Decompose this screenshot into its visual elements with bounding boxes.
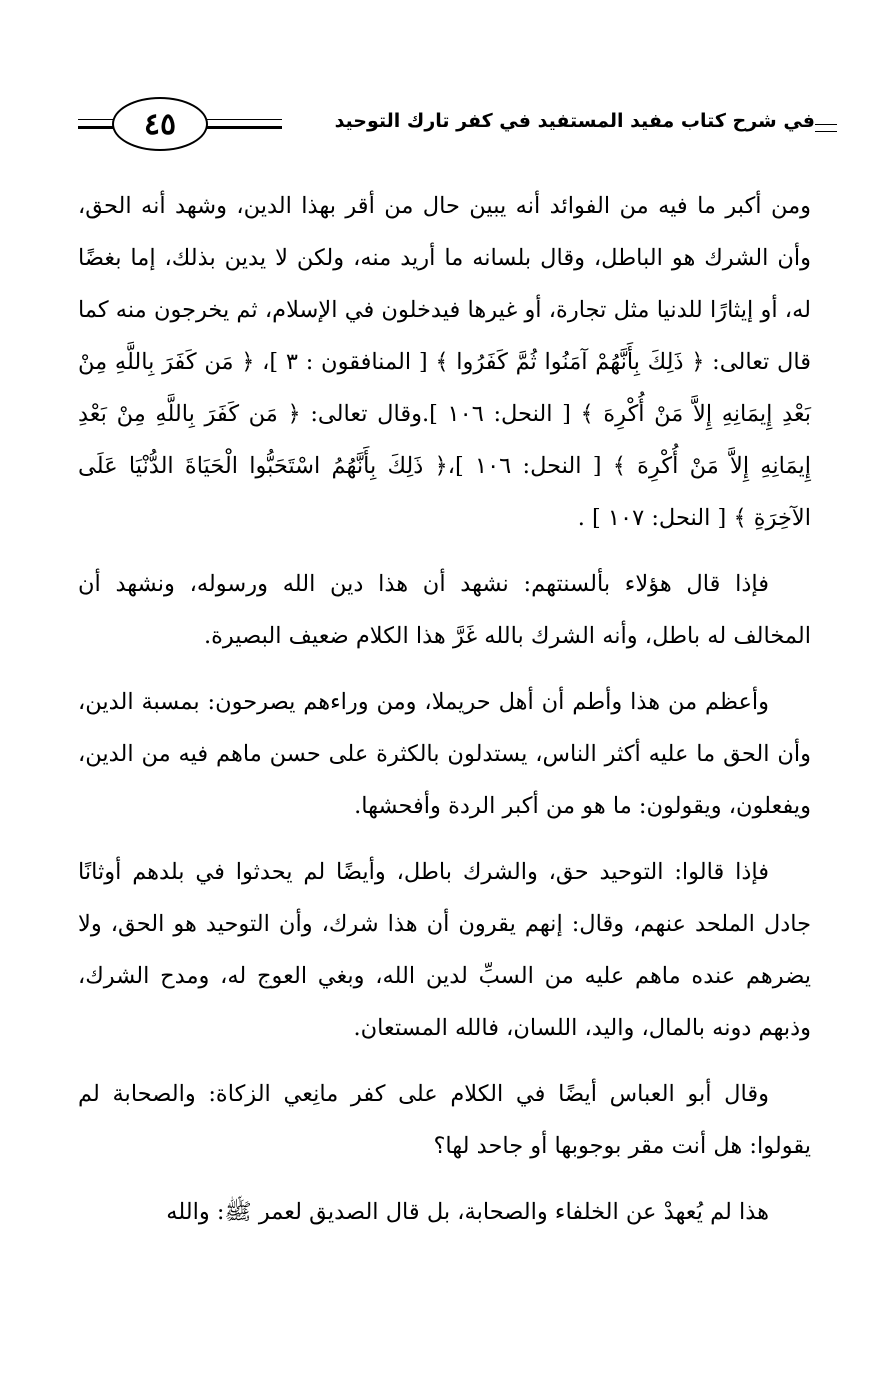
header-rule xyxy=(78,119,114,120)
paragraph: هذا لم يُعهدْ عن الخلفاء والصحابة، بل قال الصديق لعمر ﷺ: والله xyxy=(166,1199,769,1225)
paragraph: فإذا قالوا: التوحيد حق، والشرك باطل، وأيضًا لم يحدثوا في بلدهم أوثانًا جادل الملحد عنهم، وقال: إنهم يقرون أن هذا شرك، وأن التوحيد هو الحق، ولا يضرهم عنده ماهم عليه من السبِّ لدين الله، وبغي العوج له، ومدح الشرك، وذبهم دونه بالمال، واليد، اللسان، فالله المستعان. xyxy=(78,859,811,1041)
paragraph: وأعظم من هذا وأطم أن أهل حريملا، ومن وراءهم يصرحون: بمسبة الدين، وأن الحق ما عليه أكثر الناس، يستدلون بالكثرة على حسن ماهم فيه من الدين، ويفعلون، ويقولون: ما هو من أكبر الردة وأفحشها. xyxy=(78,689,811,819)
header-rule xyxy=(206,119,282,120)
paragraph: فإذا قال هؤلاء بألسنتهم: نشهد أن هذا دين الله ورسوله، ونشهد أن المخالف له باطل، وأنه الشرك بالله غَرَّ هذا الكلام ضعيف البصيرة. xyxy=(78,571,811,649)
paragraph: وقال أبو العباس أيضًا في الكلام على كفر مانِعي الزكاة: والصحابة لم يقولوا: هل أنت مقر بوجوبها أو جاحد لها؟ xyxy=(78,1081,811,1159)
page-header xyxy=(0,0,879,175)
header-rule xyxy=(78,126,114,129)
running-title: في شرح كتاب مفيد المستفيد في كفر تارك التوحيد xyxy=(334,110,815,132)
header-rule xyxy=(206,126,282,129)
page-body xyxy=(78,180,811,1252)
title-ornament xyxy=(815,124,837,132)
paragraph: ومن أكبر ما فيه من الفوائد أنه يبين حال من أقر بهذا الدين، وشهد أنه الحق، وأن الشرك هو الباطل، وقال بلسانه ما أريد منه، ولكن لا يدين بذلك، إما بغضًا له، أو إيثارًا للدنيا مثل تجارة، أو غيرها فيدخلون في الإسلام، ثم يخرجون منه كما قال تعالى: ﴿ ذَلِكَ بِأَنَّهُمْ آمَنُوا ثُمَّ كَفَرُوا ﴾ [ المنافقون : ٣ ]، ﴿ مَن كَفَرَ بِاللَّهِ مِنْ بَعْدِ إِيمَانِهِ إِلاَّ مَنْ أُكْرِهَ ﴾ [ النحل: ١٠٦ ].وقال تعالى: ﴿ مَن كَفَرَ بِاللَّهِ مِنْ بَعْدِ إِيمَانِهِ إِلاَّ مَنْ أُكْرِهَ ﴾ [ النحل: ١٠٦ ]،﴿ ذَلِكَ بِأَنَّهُمُ اسْتَحَبُّوا الْحَيَاةَ الدُّنْيَا عَلَى الآخِرَةِ ﴾ [ النحل: ١٠٧ ] . xyxy=(78,193,812,531)
page-number: ٤٥ xyxy=(112,97,208,151)
